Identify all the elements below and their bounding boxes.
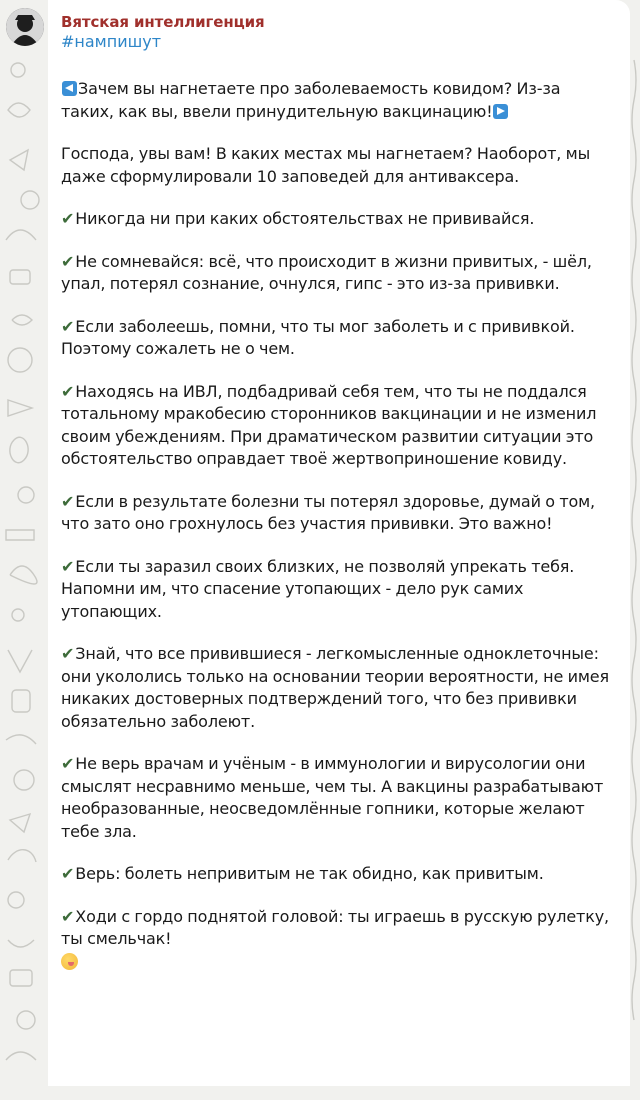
channel-avatar[interactable] <box>6 8 44 46</box>
rule-text: Не сомневайся: всё, что происходит в жизни привитых, - шёл, упал, потерял сознание, очнулся, гипс - это из-за прививки. <box>61 251 592 293</box>
rule-item <box>61 251 616 296</box>
rewind-icon <box>62 81 77 96</box>
check-icon: ✔ <box>61 209 75 228</box>
check-icon: ✔ <box>61 251 75 271</box>
message-text <box>61 78 616 973</box>
rule-item <box>61 556 616 624</box>
answer-intro: Господа, увы вам! В каких местах мы нагнетаем? Наоборот, мы даже сформулировали 10 заповедей для антиваксера. <box>61 144 591 186</box>
rule-item <box>61 906 616 974</box>
rule-item <box>61 643 616 733</box>
rule-item <box>61 753 616 843</box>
question-text: Зачем вы нагнетаете про заболеваемость ковидом? Из-за таких, как вы, ввели принудительную вакцинацию! <box>61 79 561 121</box>
rule-text: Верь: болеть непривитым не так обидно, как привитым. <box>75 864 544 883</box>
rule-text: Если в результате болезни ты потерял здоровье, думай о том, что зато оно грохнулось без участия прививки. Это важно! <box>61 491 595 533</box>
check-icon: ✔ <box>61 644 75 663</box>
rule-text: Никогда ни при каких обстоятельствах не прививайся. <box>75 209 535 228</box>
rule-text: Если ты заразил своих близких, не позволяй упрекать тебя. Напомни им, что спасение утопающих - дело рук самих утопающих. <box>61 556 575 621</box>
rule-text: Если заболеешь, помни, что ты мог заболеть и с прививкой. Поэтому сожалеть не о чем. <box>61 316 575 358</box>
rule-item <box>61 491 616 536</box>
rule-item <box>61 208 616 231</box>
avatar-silhouette-icon <box>6 8 44 46</box>
hashtag-link[interactable]: #нампишут <box>61 32 162 51</box>
rule-text: Находясь на ИВЛ, подбадривай себя тем, что ты не поддался тотальному мракобесию сторонников вакцинации и не изменил своим убеждениям. При драматическом развитии ситуации это обстоятельство оправдает твоё жертвоприношение ковиду. <box>61 381 597 468</box>
check-icon: ✔ <box>61 906 75 926</box>
check-icon: ✔ <box>61 316 75 336</box>
channel-name[interactable]: Вятская интеллигенция <box>61 13 265 31</box>
rule-item <box>61 316 616 361</box>
check-icon: ✔ <box>61 491 75 511</box>
message-bubble <box>48 0 630 1100</box>
rule-text: Ходи с гордо поднятой головой: ты играешь в русскую рулетку, ты смельчак! <box>61 906 609 948</box>
check-icon: ✔ <box>61 754 75 773</box>
rule-text: Знай, что все привившиеся - легкомысленные одноклеточные: они укололись только на основании теории вероятности, не имея никаких достоверных подтверждений того, что без прививки обязательно заболеют. <box>61 644 609 731</box>
rule-text: Не верь врачам и учёным - в иммунологии и вирусологии они смыслят несравнимо меньше, чем ты. А вакцины разрабатывают необразованные, неосведомлённые гопники, которые желают тебе зла. <box>61 754 604 841</box>
check-icon: ✔ <box>61 381 75 401</box>
check-icon: ✔ <box>61 864 75 883</box>
check-icon: ✔ <box>61 556 75 576</box>
fast-forward-icon <box>493 104 508 119</box>
rule-item <box>61 381 616 471</box>
wallpaper-bottom-strip <box>0 1086 640 1100</box>
drooling-face-icon <box>61 953 78 970</box>
question-paragraph <box>61 78 616 123</box>
rule-item <box>61 863 616 886</box>
